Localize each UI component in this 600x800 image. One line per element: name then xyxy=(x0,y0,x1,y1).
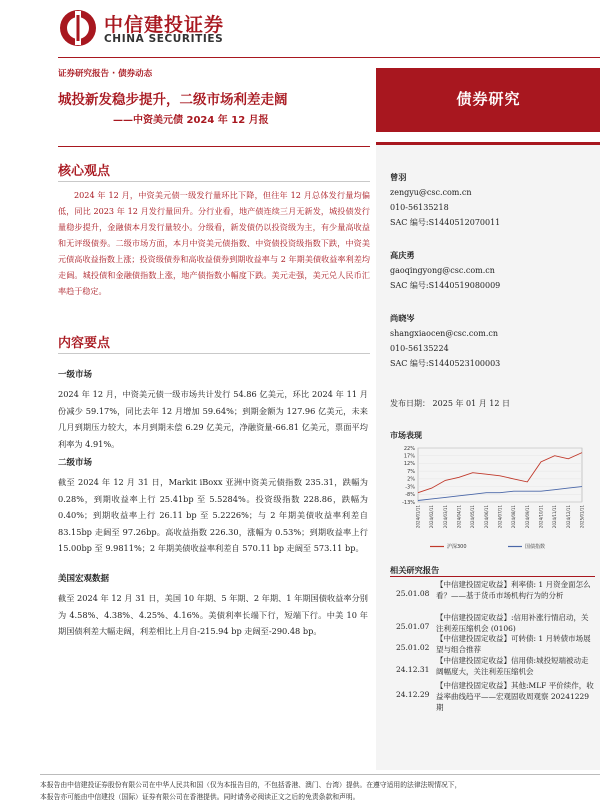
chart-x-tick-label: 2024/09/11 xyxy=(524,505,530,529)
core-views-heading: 核心观点 xyxy=(58,164,111,179)
csc-logo-icon xyxy=(58,8,98,48)
analyst-name: 高庆勇 xyxy=(390,250,415,260)
related-report-date: 25.01.08 xyxy=(396,589,430,598)
analyst-phone: 010-56135218 xyxy=(390,203,449,212)
analyst-sac: SAC 编号:S1440512070011 xyxy=(390,218,501,227)
analyst-block xyxy=(390,311,500,371)
content-heading: 内容要点 xyxy=(58,336,111,351)
content-divider xyxy=(58,353,370,354)
related-report-title[interactable]: 【中信建投固定收益】可转债: 1 月转债市场展望与组合推荐 xyxy=(436,634,591,654)
disclaimer-line: 本报告由中信建投证券股份有限公司在中华人民共和国（仅为本报告目的，不包括香港、澳门、台湾）提供。在遵守适用的法律法规情况下， xyxy=(40,781,462,789)
logo-english-name: CHINA SECURITIES xyxy=(104,33,224,45)
chart-x-tick-label: 2024/06/11 xyxy=(483,505,489,529)
chart-x-tick-label: 2024/07/11 xyxy=(497,505,503,529)
analyst-phone: 010-56135224 xyxy=(390,344,449,353)
chart-y-tick-label: 7% xyxy=(407,468,415,475)
related-report-date: 25.01.07 xyxy=(396,622,430,631)
secondary-market-text: 截至 2024 年 12 月 31 日，Markit iBoxx 亚洲中资美元债指数 235.31，跌幅为 0.28%，到期收益率上行 25.41bp 至 5.5284%。投资级指数 228.86，跌幅为 0.40%；到期收益率上行 26.11 bp 至 5.2226%；与 2 年期美债收益率利差自 83.15bp 走阔至 97.26bp。高收益指数 226.30，涨幅为 0.53%；到期收益率上行 15.00bp 至 9.9811%；2 年期美债收益率利差自 570.11 bp 走阔至 573.11 bp。 xyxy=(58,477,368,554)
publish-date-label: 发布日期： xyxy=(390,399,430,408)
related-reports-heading: 相关研究报告 xyxy=(390,565,440,575)
related-report-title[interactable]: 【中信建投固定收益】利率债: 1 月资金面怎么看？——基于货币市场机构行为的分析 xyxy=(436,580,591,600)
analyst-block xyxy=(390,248,500,293)
us-macro-heading: 美国宏观数据 xyxy=(58,574,110,584)
chart-series-line xyxy=(418,487,582,501)
core-views-text: 2024 年 12 月，中资美元债一级发行量环比下降，但往年 12 月总体发行量均偏低，同比 2023 年 12 月发行量回升。分行业看，地产债连续三月无新发，城投债发行量稳步提升，金融债本月发行量较小。分级看，新发债仍以投资级为主，有少量高收益和无评级债券。二级市场方面，本月中资美元债指数、中资债投资级指数下跌，中资美元债高收益指数上涨；投资级债券和高收益债券到期收益率与 2 年期美债收益率利差均走阔。城投债和金融债指数上涨，地产债指数小幅度下跌。美元走强，美元兑人民币汇率趋于稳定。 xyxy=(58,190,370,296)
publish-date xyxy=(390,398,510,409)
secondary-market-heading: 二级市场 xyxy=(58,458,93,468)
chart-legend-label: 沪深300 xyxy=(447,544,467,550)
chart-x-tick-label: 2024/10/11 xyxy=(538,505,544,529)
chart-x-tick-label: 2024/01/11 xyxy=(415,505,421,529)
disclaimer-line: 本报告亦可能由中信建投（国际）证券有限公司在香港提供。同时请务必阅读正文之后的免责条款和声明。 xyxy=(40,793,360,800)
chart-x-tick-label: 2025/01/11 xyxy=(579,505,585,529)
analyst-name: 曾羽 xyxy=(390,172,407,182)
related-report-title[interactable]: 【中信建投固定收益】:信用补涨行情启动，关注利差压缩机会 (0106) xyxy=(436,613,589,633)
category-banner xyxy=(376,68,600,132)
market-performance-chart xyxy=(390,440,590,555)
related-report-date: 24.12.31 xyxy=(396,665,430,674)
chart-y-tick-label: -13% xyxy=(402,499,415,506)
chart-x-tick-label: 2024/05/11 xyxy=(470,505,476,529)
chart-x-tick-label: 2024/03/11 xyxy=(442,505,448,529)
analyst-name: 尚晓岑 xyxy=(390,313,415,323)
analyst-sac: SAC 编号:S1440523100003 xyxy=(390,359,501,368)
market-chart-title: 市场表现 xyxy=(390,431,422,440)
chart-y-tick-label: 17% xyxy=(403,453,415,460)
analyst-block xyxy=(390,170,500,230)
analyst-email[interactable]: zengyu@csc.com.cn xyxy=(390,188,472,197)
chart-legend-label: 国债指数 xyxy=(525,544,546,550)
title-divider xyxy=(58,146,370,147)
report-header xyxy=(0,0,600,60)
chart-x-tick-label: 2024/08/11 xyxy=(511,505,517,529)
primary-market-heading: 一级市场 xyxy=(58,370,93,380)
chart-y-tick-label: 2% xyxy=(407,476,415,483)
analyst-email[interactable]: gaoqingyong@csc.com.cn xyxy=(390,266,495,275)
report-title: 城投新发稳步提升，二级市场利差走阔 xyxy=(58,92,288,108)
related-reports-divider xyxy=(390,576,595,577)
chart-x-tick-label: 2024/02/11 xyxy=(429,505,435,529)
sidebar-top-rule xyxy=(376,142,600,145)
us-macro-text: 截至 2024 年 12 月 31 日，美国 10 年期、5 年期、2 年期、1 年期国债收益率分别为 4.58%、4.38%、4.25%、4.16%。美债利率长端下行，短端下行。中美 10 年期国债利差大幅走阔，利差相比上月自-215.94 bp 走阔至-290.48 bp。 xyxy=(58,593,368,637)
chart-y-tick-label: -8% xyxy=(405,492,415,499)
chart-y-tick-label: 12% xyxy=(403,461,415,468)
logo-chinese-name: 中信建投证券 xyxy=(104,14,225,36)
related-report-title[interactable]: 【中信建投固定收益】其他:MLF 平价续作，收益率曲线趋平——宏观固收周观察 20241229 期 xyxy=(436,681,594,712)
publish-date-value: 2025 年 01 月 12 日 xyxy=(432,399,510,408)
chart-y-tick-label: 22% xyxy=(403,445,415,452)
chart-x-tick-label: 2024/11/11 xyxy=(552,505,558,529)
category-banner-label: 债券研究 xyxy=(456,90,521,108)
core-views-divider xyxy=(58,181,370,182)
analyst-email[interactable]: shangxiaocen@csc.com.cn xyxy=(390,329,498,338)
report-kicker: 证券研究报告 · 债券动态 xyxy=(58,69,153,79)
related-report-date: 25.01.02 xyxy=(396,643,430,652)
related-report-title[interactable]: 【中信建投固定收益】信用债:城投短端被动走阔幅度大，关注利差压缩机会 xyxy=(436,656,589,676)
chart-x-tick-label: 2024/12/11 xyxy=(565,505,571,529)
primary-market-text: 2024 年 12 月，中资美元债一级市场共计发行 54.86 亿美元，环比 2024 年 11 月份减少 59.17%，同比去年 12 月增加 59.64%；到期金额为 127.96 亿美元，未来几月到期压力较大，本月到期未偿 6.29 亿美元，净融资量-66.81 亿美元，票面平均利率为 4.91%。 xyxy=(58,389,368,449)
related-report-date: 24.12.29 xyxy=(396,690,430,699)
chart-y-tick-label: -3% xyxy=(405,484,415,491)
analyst-sac: SAC 编号:S1440519080009 xyxy=(390,281,501,290)
chart-x-tick-label: 2024/04/11 xyxy=(456,505,462,529)
header-divider xyxy=(58,57,600,58)
footer-divider xyxy=(40,774,600,775)
report-subtitle: ——中资美元债 2024 年 12 月报 xyxy=(113,115,269,126)
